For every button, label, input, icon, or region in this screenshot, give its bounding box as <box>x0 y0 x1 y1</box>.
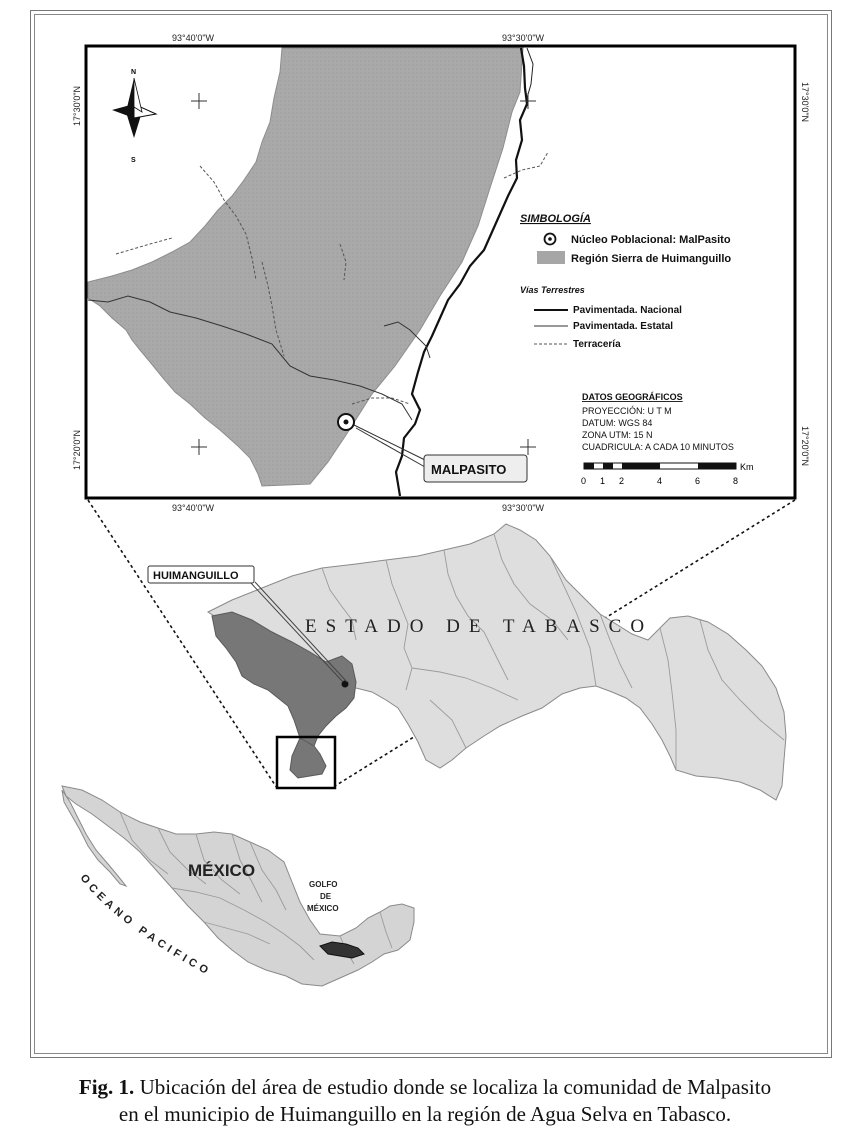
golfo-label-1: GOLFO <box>309 880 338 889</box>
geo-datum: DATUM: WGS 84 <box>582 418 653 428</box>
geo-zone: ZONA UTM: 15 N <box>582 430 653 440</box>
coord-right-top: 17°30'0"N <box>800 82 810 123</box>
tabasco-map <box>148 524 786 800</box>
huimanguillo-south <box>290 738 326 778</box>
scale-tick-0: 0 <box>581 476 587 486</box>
geo-title: DATOS GEOGRÁFICOS <box>582 392 683 402</box>
mexico-map <box>62 786 414 986</box>
malpasito-label: MALPASITO <box>431 462 507 477</box>
mexico-country <box>62 786 414 986</box>
scale-tick-4: 4 <box>657 476 663 486</box>
south-label: S <box>131 157 136 164</box>
north-label: N <box>131 69 137 76</box>
tabasco-label: ESTADO DE TABASCO <box>305 616 654 637</box>
legend-region: Región Sierra de Huimanguillo <box>571 253 732 265</box>
coord-top-left: 93°40'0"W <box>172 33 215 43</box>
mexico-label: MÉXICO <box>188 861 256 880</box>
inset-map <box>72 33 810 513</box>
huimanguillo-label: HUIMANGUILLO <box>153 570 239 582</box>
coord-left-bottom: 17°20'0"N <box>72 429 82 470</box>
coord-bottom-left: 93°40'0"W <box>172 503 215 513</box>
legend-roads-title: Vías Terrestres <box>520 285 585 295</box>
caption-line2: en el municipio de Huimanguillo en la región de Agua Selva en Tabasco. <box>118 1102 732 1126</box>
scale-tick-6: 6 <box>695 476 701 486</box>
caption-line1: Ubicación del área de estudio donde se localiza la comunidad de Malpasito <box>134 1075 772 1099</box>
coord-left-top: 17°30'0"N <box>72 85 82 126</box>
geo-projection: PROYECCIÓN: U T M <box>582 406 672 416</box>
figure-caption <box>0 1074 850 1128</box>
scale-tick-8: 8 <box>733 476 739 486</box>
coord-top-right: 93°30'0"W <box>502 33 545 43</box>
pacific-label-path: OCEANO PACIFICO <box>77 872 214 979</box>
legend-road-state: Pavimentada. Estatal <box>573 321 674 332</box>
legend-road-dirt: Terracería <box>573 339 621 350</box>
scale-unit: Km <box>740 462 754 472</box>
legend-road-national: Pavimentada. Nacional <box>573 305 682 316</box>
coord-bottom-right: 93°30'0"W <box>502 503 545 513</box>
geo-grid: CUADRICULA: A CADA 10 MINUTOS <box>582 442 734 452</box>
golfo-label-2: DE <box>320 892 332 901</box>
legend-town: Núcleo Poblacional: MalPasito <box>571 234 731 246</box>
caption-bold: Fig. 1. <box>78 1075 135 1099</box>
scale-tick-2: 2 <box>619 476 625 486</box>
legend-region-swatch <box>537 251 565 264</box>
legend-title: SIMBOLOGÍA <box>520 213 591 225</box>
coord-right-bottom: 17°20'0"N <box>800 426 810 467</box>
golfo-label-3: MÉXICO <box>307 904 339 913</box>
scale-tick-1: 1 <box>600 476 606 486</box>
